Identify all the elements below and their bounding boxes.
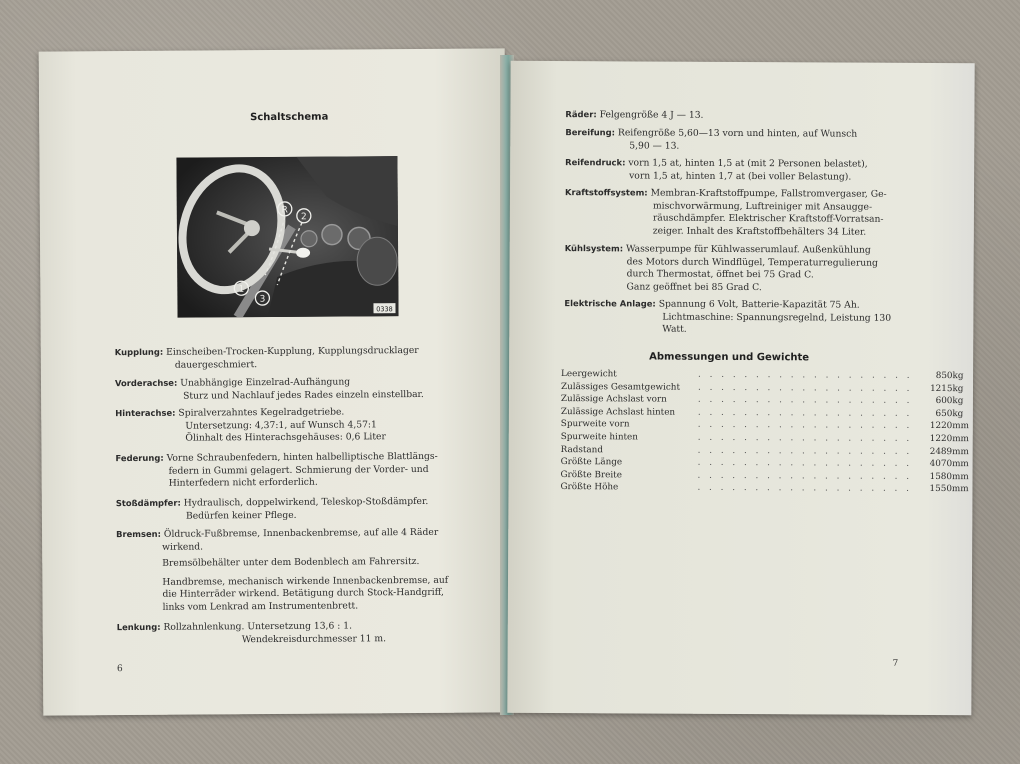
dimension-row [560, 481, 972, 496]
spec-label: Bereifung: [565, 127, 616, 138]
spec-line: vorn 1,5 at, hinten 1,5 at (mit 2 Personen belastet), [628, 157, 868, 170]
dimension-value: 4070 [929, 459, 953, 470]
dimension-name: Zulässige Achslast hinten [560, 406, 676, 418]
spec-line: 5,90 — 13. [629, 140, 680, 152]
spec-line: räuschdämpfer. Elektrischer Kraftstoff-Vorratsan- [652, 212, 884, 225]
spec-federung [115, 450, 437, 491]
page-title: Schaltschema [250, 111, 329, 124]
spec-label: Bremsen: [116, 528, 161, 540]
spec-line: Vorne Schraubenfedern, hinten halbelliptische Blattlängs- [166, 450, 438, 464]
spec-label: Räder: [565, 109, 597, 120]
dimension-name: Spurweite vorn [560, 419, 630, 430]
steering-wheel-illustration [176, 156, 398, 318]
dimension-value: 650 [935, 408, 953, 419]
photo-stamp: 0338 [376, 305, 393, 314]
spec-stossdaempfer [116, 495, 429, 523]
dimension-value: 1220 [929, 433, 953, 445]
dimension-value: 1550 [929, 484, 952, 495]
spec-vorderachse [115, 375, 424, 403]
dimension-dots: . . . . . . . . . . . . . . . . . . . [698, 369, 913, 381]
spec-label: Elektrische Anlage: [564, 298, 656, 309]
spec-line: Reifengröße 5,60—13 vorn und hinten, auf Wunsch [617, 127, 858, 140]
right-page [507, 61, 974, 715]
spec-list-right [511, 61, 975, 335]
page-number: 6 [116, 664, 123, 675]
spec-line: Bedürfen keiner Pflege. [185, 509, 297, 522]
spec-label: Stoßdämpfer: [115, 497, 181, 509]
gear-callout-3: 3 [259, 294, 266, 305]
spec-label: Federung: [115, 452, 164, 464]
dimension-dots: . . . . . . . . . . . . . . . . . . . [697, 483, 912, 495]
spec-line: links vom Lenkrad am Instrumentenbrett. [162, 600, 359, 613]
spec-line: Rollzahnlenkung. Untersetzung 13,6 : 1. [163, 620, 353, 633]
spec-line: Einscheiben-Trocken-Kupplung, Kupplungsdrucklager [166, 344, 419, 358]
spec-line: Wasserpumpe für Kühlwasserumlauf. Außenkühlung [625, 243, 871, 256]
spec-line: Lichtmaschine: Spannungsregelnd, Leistung 130 [662, 311, 892, 324]
dimension-name: Leergewicht [561, 369, 617, 380]
dimension-value: 1215 [930, 383, 953, 394]
spec-label: Reifendruck: [565, 157, 626, 168]
dimension-name: Spurweite hinten [560, 432, 638, 443]
spec-kuehlsystem [564, 242, 878, 295]
dimension-dots: . . . . . . . . . . . . . . . . . . . [697, 457, 913, 470]
spec-label: Vorderachse: [114, 377, 178, 389]
dimension-value: 1220 [929, 421, 953, 432]
gear-callout-2: 2 [300, 212, 307, 223]
dimensions-table [560, 368, 972, 496]
dimension-unit: mm [951, 484, 969, 495]
dimension-value: 850 [935, 371, 953, 382]
spec-label: Kupplung: [114, 346, 164, 358]
spec-elektrische-anlage [564, 297, 891, 337]
dimension-name: Zulässiges Gesamtgewicht [560, 381, 681, 393]
spec-line: Handbremse, mechanisch wirkende Innenbackenbremse, auf [162, 574, 449, 588]
page-number: 7 [892, 658, 899, 669]
spec-line: Bremsölbehälter unter dem Bodenblech am Fahrersitz. [162, 556, 420, 569]
dimension-name: Zulässige Achslast vorn [560, 394, 667, 405]
spec-label: Hinterachse: [115, 407, 176, 419]
dimension-unit: mm [952, 421, 969, 432]
spec-label: Lenkung: [116, 621, 161, 633]
dimension-dots: . . . . . . . . . . . . . . . . . . . [697, 432, 913, 444]
dimension-row [561, 431, 973, 446]
spec-line: Öldruck-Fußbremse, Innenbackenbremse, auf alle 4 Räder [163, 526, 439, 540]
left-page [39, 48, 510, 715]
dimension-unit: kg [952, 371, 964, 382]
spec-bremsen [116, 526, 448, 615]
spec-line: Spannung 6 Volt, Batterie-Kapazität 75 Ah. [658, 298, 860, 311]
dimension-dots: . . . . . . . . . . . . . . . . . . . [697, 382, 913, 394]
spec-label: Kühlsystem: [564, 243, 624, 254]
spec-bereifung [565, 126, 857, 154]
dimension-dots: . . . . . . . . . . . . . . . . . . . [697, 394, 913, 407]
spec-kraftstoffsystem [565, 186, 887, 239]
spec-reifendruck [565, 156, 868, 184]
dimension-dots: . . . . . . . . . . . . . . . . . . . [697, 420, 913, 432]
spec-line: dauergeschmiert. [174, 358, 258, 371]
spec-label: Kraftstoffsystem: [564, 187, 648, 198]
dimension-name: Größte Länge [560, 457, 623, 468]
spec-line: zeiger. Inhalt des Kraftstoffbehälters 34 Liter. [652, 225, 867, 238]
spec-kupplung [115, 344, 419, 372]
dimension-dots: . . . . . . . . . . . . . . . . . . . [697, 470, 913, 482]
spec-line: mischvorwärmung, Luftreiniger mit Ansaugge- [652, 200, 873, 213]
dimension-dots: . . . . . . . . . . . . . . . . . . . [697, 407, 913, 419]
dimension-name: Radstand [560, 444, 603, 455]
dimension-value: 2489 [929, 446, 953, 457]
spec-line: vorn 1,5 at, hinten 1,7 at (bei voller Belastung). [629, 170, 852, 183]
spec-line: durch Thermostat, öffnet bei 75 Grad C. [626, 268, 814, 281]
spec-line: Wendekreisdurchmesser 11 m. [241, 632, 387, 645]
spec-line: Spiralverzahntes Kegelradgetriebe. [178, 406, 345, 419]
spec-line: des Motors durch Windflügel, Temperaturregulierung [626, 255, 878, 269]
dimension-name: Größte Höhe [560, 482, 619, 493]
spec-line: Ölinhalt des Hinterachsgehäuses: 0,6 Liter [185, 431, 386, 444]
spec-line: federn in Gummi gelagert. Schmierung der Vorder- und [168, 463, 429, 477]
spec-line: Hydraulisch, doppelwirkend, Teleskop-Stoßdämpfer. [183, 495, 429, 509]
dimension-unit: kg [952, 396, 964, 407]
dimension-unit: mm [951, 471, 969, 482]
dimension-unit: mm [952, 459, 969, 470]
spec-line: Hinterfedern nicht erforderlich. [168, 476, 318, 489]
spec-line: Watt. [662, 323, 687, 335]
dimension-value: 600 [935, 396, 953, 407]
spec-line: Untersetzung: 4,37:1, auf Wunsch 4,57:1 [185, 418, 377, 432]
spec-line: Unabhängige Einzelrad-Aufhängung [180, 376, 351, 389]
gear-callout-1: 1 [238, 284, 245, 295]
dimension-unit: kg [952, 383, 964, 394]
dimension-name: Größte Breite [560, 469, 622, 481]
spec-line: Felgengröße 4 J — 13. [599, 109, 704, 121]
spec-line: wirkend. [162, 541, 204, 553]
spec-line: Membran-Kraftstoffpumpe, Fallstromvergaser, Ge- [650, 187, 887, 200]
steering-wheel-photo [176, 156, 398, 318]
dimension-value: 1580 [929, 471, 953, 482]
dimensions-title: Abmessungen und Gewichte [649, 351, 810, 364]
dimension-dots: . . . . . . . . . . . . . . . . . . . [697, 445, 913, 457]
spec-line: Ganz geöffnet bei 85 Grad C. [626, 281, 762, 293]
spec-raeder [565, 108, 703, 122]
spec-hinterachse [115, 405, 386, 446]
spec-lenkung [117, 619, 386, 647]
dimension-unit: mm [952, 434, 969, 445]
spec-line: Sturz und Nachlauf jedes Rades einzeln einstellbar. [183, 388, 424, 402]
spec-line: die Hinterräder wirkend. Betätigung durch Stock-Handgriff, [162, 587, 444, 601]
gear-callout-r: R [281, 205, 288, 216]
dimension-unit: kg [952, 408, 964, 419]
dimension-unit: mm [952, 446, 969, 457]
